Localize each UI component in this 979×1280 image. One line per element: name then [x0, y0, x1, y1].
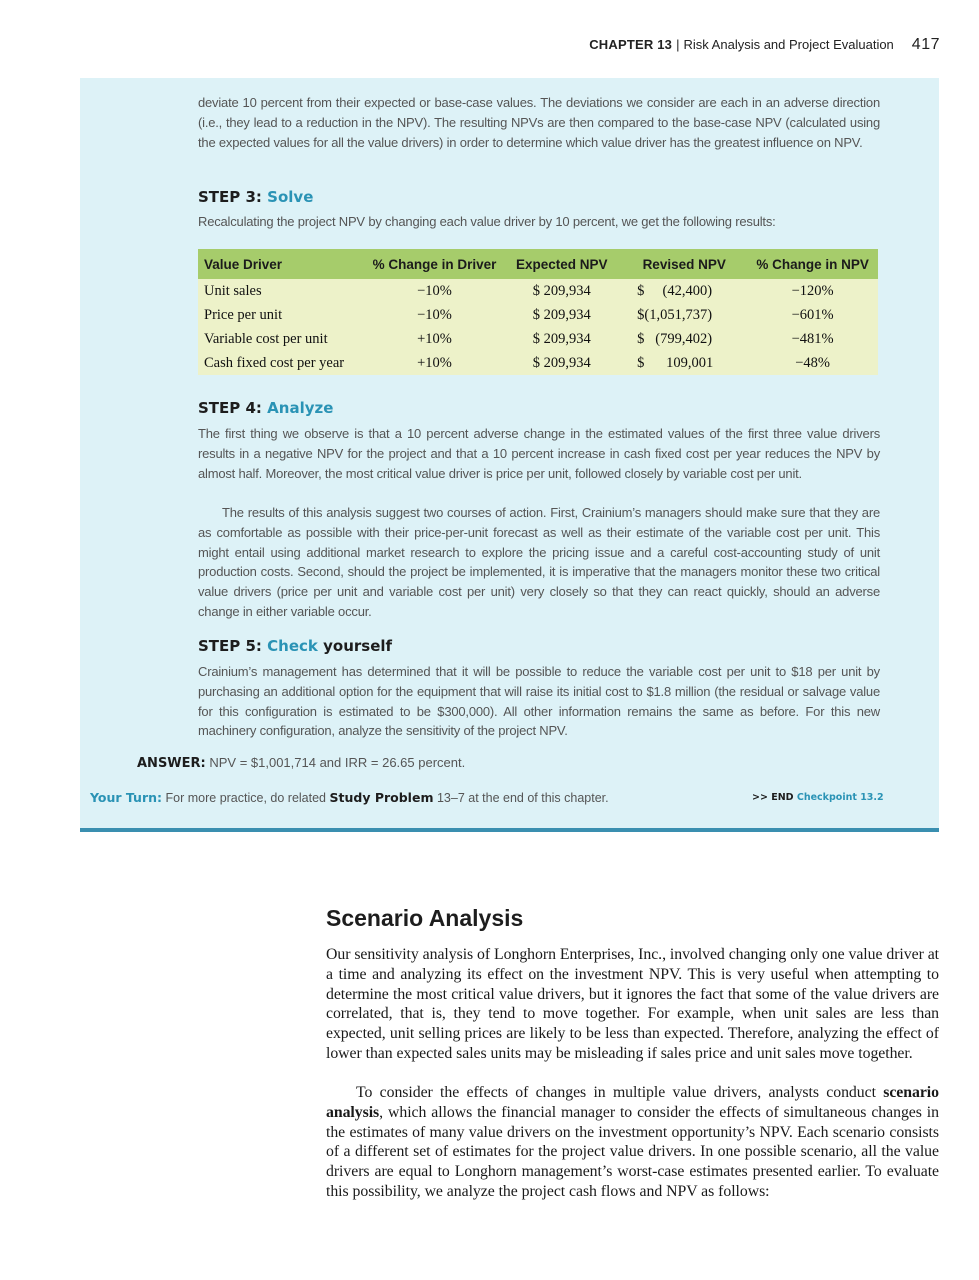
end-checkpoint — [752, 792, 884, 803]
end-checkpoint-prefix: >> END — [752, 792, 794, 803]
table-cell: −10% — [417, 282, 452, 299]
step4-paragraph-2: The results of this analysis suggest two courses of action. First, Crainium’s managers should make sure that they are as comfortable as possible with their price-per-unit forecast as well as their estimate of the variable cost per unit. This might entail using additional market research to explore the pricing issue and a careful cost-accounting study of unit production costs. Second, should the project be implemented, it is imperative that the managers monitor these two critical value drivers (price per unit and variable cost per unit) very closely so that they can react quickly, should an adverse change in either variable occur. — [198, 505, 880, 619]
table-row — [198, 351, 878, 375]
table-header-row — [198, 249, 878, 279]
step3-keyword: Solve — [267, 188, 314, 206]
step4-heading — [198, 399, 880, 417]
running-header — [0, 36, 940, 54]
col-header-expected-npv: Expected NPV — [515, 256, 608, 272]
your-turn-line — [90, 790, 609, 805]
step5-text: Crainium’s management has determined that it will be possible to reduce the variable cost per unit to $18 per unit by purchasing an additional option for the equipment that will raise its initial cost to $1.8 million (the residual or salvage value for this configuration is estimated to be $300,000). All other information remains the same as before. For this new machinery configuration, analyze the sensitivity of the project NPV. — [198, 664, 880, 739]
step4-paragraph-1: The first thing we observe is that a 10 percent adverse change in the estimated values of the first three value drivers results in a negative NPV for the project and that a 10 percent increase in cash fixed cost per year reduces the NPV by almost half. Moreover, the most critical value driver is price per unit, followed closely by variable cost per unit. — [198, 426, 880, 481]
section-title: Scenario Analysis — [326, 905, 524, 931]
answer-text: NPV = $1,001,714 and IRR = 26.65 percent. — [209, 755, 466, 770]
para2-after: , which allows the financial manager to consider the effects of simultaneous changes in the estimates of many value drivers on the investment opportunity’s NPV. Each scenario consists of a different set of estimates for the project value drivers. In one possible scenario, all the value drivers are equal to Longhorn management’s worst-case estimates presented earlier. To evaluate this possibility, we analyze the project cash flows and NPV as follows: — [326, 1103, 939, 1200]
table-cell: $ 109,001 — [637, 354, 714, 371]
table-cell: −48% — [795, 354, 831, 371]
scenario-analysis-term: scenario analysis — [326, 1084, 939, 1121]
para2-before: To consider the effects of changes in multiple value drivers, analysts conduct — [356, 1084, 876, 1101]
section-paragraph-1: Our sensitivity analysis of Longhorn Enterprises, Inc., involved changing only one value driver at a time and analyzing its effect on the investment NPV. This is very useful when attempting to determine the most critical value drivers, but it ignores the fact that some of the value drivers are correlated, that is, they tend to move together. For example, when unit sales are less than expected, unit selling prices are likely to be less than expected. Therefore, analyzing the effect of lower than expected sales units may be misleading if sales price and unit sales move together. — [326, 946, 939, 1062]
page-number: 417 — [911, 36, 940, 53]
step5-keyword: Check — [267, 637, 318, 655]
table-cell: −120% — [791, 282, 834, 299]
table-cell: $ 209,934 — [532, 354, 591, 371]
section-paragraph-2 — [326, 1083, 939, 1202]
table-row — [198, 279, 878, 303]
table-cell: Unit sales — [204, 282, 262, 299]
table-cell: $(1,051,737) — [637, 306, 713, 323]
chapter-title: Risk Analysis and Project Evaluation — [683, 37, 894, 52]
table-cell: $ 209,934 — [532, 282, 591, 299]
col-header-change-driver: % Change in Driver — [372, 256, 497, 272]
chapter-label: CHAPTER 13 — [589, 37, 673, 52]
your-turn-post: 13–7 at the end of this chapter. — [436, 791, 609, 805]
table-cell: Cash fixed cost per year — [204, 354, 345, 371]
header-separator: | — [676, 37, 680, 52]
table-cell: $ (42,400) — [637, 282, 713, 299]
table-cell: Price per unit — [204, 306, 283, 323]
table-cell: +10% — [417, 354, 452, 371]
col-header-value-driver: Value Driver — [204, 256, 283, 272]
step5-keyword-2: yourself — [323, 637, 393, 655]
table-cell: $ 209,934 — [532, 330, 591, 347]
answer-label: ANSWER: — [137, 756, 206, 771]
table-cell: +10% — [417, 330, 452, 347]
checkpoint-box — [80, 78, 939, 832]
table-cell: −481% — [791, 330, 834, 347]
col-header-revised-npv: Revised NPV — [642, 256, 726, 272]
answer-line — [137, 755, 465, 771]
step3-text: Recalculating the project NPV by changing each value driver by 10 percent, we get the following results: — [198, 214, 776, 229]
table-cell: Variable cost per unit — [204, 330, 328, 347]
table-row — [198, 327, 878, 351]
step4-label: STEP 4: — [198, 399, 262, 417]
col-header-change-npv: % Change in NPV — [756, 256, 869, 272]
end-checkpoint-label: Checkpoint 13.2 — [796, 792, 884, 803]
step4-keyword: Analyze — [267, 399, 334, 417]
intro-paragraph: deviate 10 percent from their expected or base-case values. The deviations we consider are each in an adverse direction (i.e., they lead to a reduction in the NPV). The resulting NPVs are then compared to the base-case NPV (calculated using the expected values for all the value drivers) in order to determine which value driver has the greatest influence on NPV. — [198, 95, 880, 150]
step3-heading — [198, 188, 880, 206]
your-turn-pre: For more practice, do related — [165, 791, 327, 805]
table-cell: −10% — [417, 306, 452, 323]
step3-label: STEP 3: — [198, 188, 262, 206]
study-problem-link[interactable]: Study Problem — [329, 790, 434, 805]
step5-label: STEP 5: — [198, 637, 262, 655]
table-cell: −601% — [791, 306, 834, 323]
table-cell: $ (799,402) — [637, 330, 713, 347]
table-row — [198, 303, 878, 327]
sensitivity-table — [198, 249, 878, 375]
step5-heading — [198, 637, 880, 655]
table-cell: $ 209,934 — [532, 306, 591, 323]
your-turn-label: Your Turn: — [90, 790, 163, 805]
